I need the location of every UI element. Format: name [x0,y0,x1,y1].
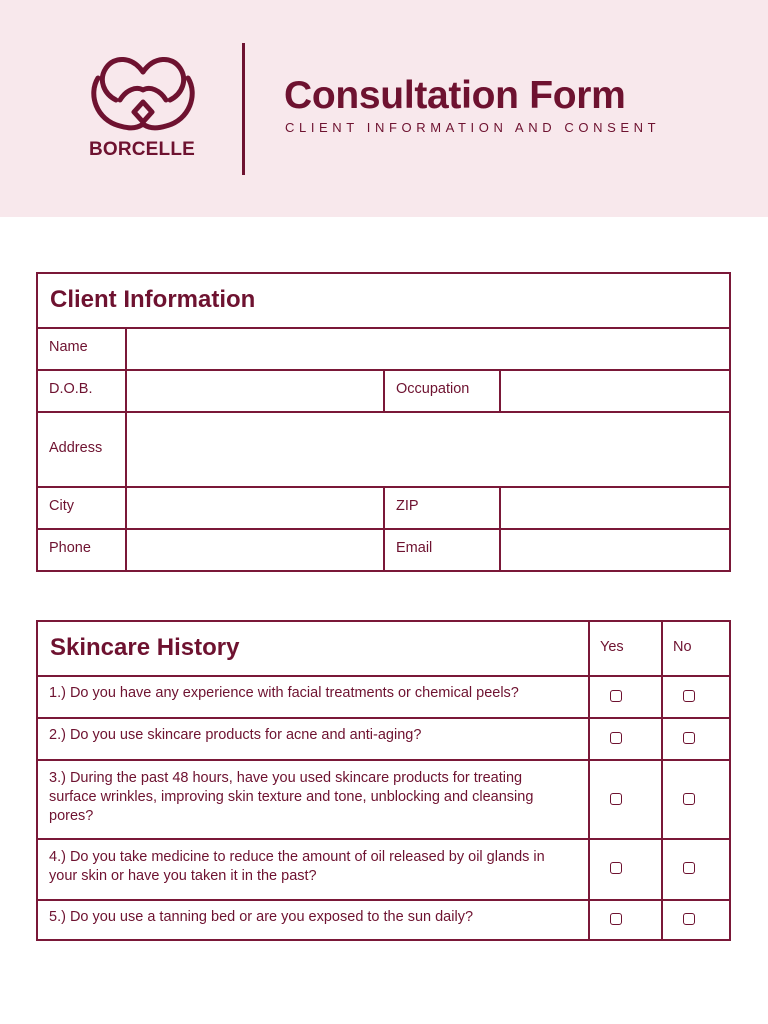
phone-label: Phone [49,540,91,556]
yes-column-header: Yes [600,639,624,655]
row-divider [38,759,729,761]
q2-yes-checkbox[interactable] [610,732,622,744]
city-field[interactable] [127,488,383,528]
q3-yes-checkbox[interactable] [610,793,622,805]
question-5: 5.) Do you use a tanning bed or are you exposed to the sun daily? [49,909,474,925]
city-label: City [49,498,74,514]
address-field[interactable] [127,413,729,486]
row-divider [38,838,729,840]
page-title: Consultation Form [284,74,626,117]
dob-label: D.O.B. [49,381,93,397]
name-field[interactable] [127,329,729,369]
q1-yes-checkbox[interactable] [610,690,622,702]
row-divider [38,675,729,677]
row-divider [38,899,729,901]
dob-field[interactable] [127,371,383,411]
question-4: 4.) Do you take medicine to reduce the amount of oil released by oil glands in your skin or have you taken it in the past? [49,849,545,884]
q1-no-checkbox[interactable] [683,690,695,702]
question-3: 3.) During the past 48 hours, have you used skincare products for treating surface wrinkles, improving skin texture and tone, unblocking and cleansing pores? [49,770,534,824]
column-divider [383,369,385,411]
header-divider [242,43,245,175]
q5-no-checkbox[interactable] [683,913,695,925]
name-label: Name [49,339,88,355]
q4-yes-checkbox[interactable] [610,862,622,874]
q2-no-checkbox[interactable] [683,732,695,744]
question-2: 2.) Do you use skincare products for acne and anti-aging? [49,727,422,743]
row-divider [38,717,729,719]
skincare-history-title: Skincare History [50,634,240,661]
email-label: Email [396,540,433,556]
phone-field[interactable] [127,530,383,570]
column-divider [383,486,385,570]
client-information-title: Client Information [50,286,256,313]
header-banner [0,0,768,217]
lotus-logo-icon [86,54,200,138]
occupation-field[interactable] [501,371,729,411]
q3-no-checkbox[interactable] [683,793,695,805]
occupation-label: Occupation [396,381,470,397]
skincare-history-table [36,620,731,941]
client-information-table [36,272,731,572]
address-label: Address [49,440,103,456]
q5-yes-checkbox[interactable] [610,913,622,925]
question-1: 1.) Do you have any experience with facial treatments or chemical peels? [49,685,519,701]
no-column-header: No [673,639,692,655]
column-divider [588,622,590,939]
column-divider [661,622,663,939]
brand-name: BORCELLE [88,139,196,160]
email-field[interactable] [501,530,729,570]
zip-field[interactable] [501,488,729,528]
zip-label: ZIP [396,498,419,514]
page-subtitle: CLIENT INFORMATION AND CONSENT [285,120,661,135]
q4-no-checkbox[interactable] [683,862,695,874]
